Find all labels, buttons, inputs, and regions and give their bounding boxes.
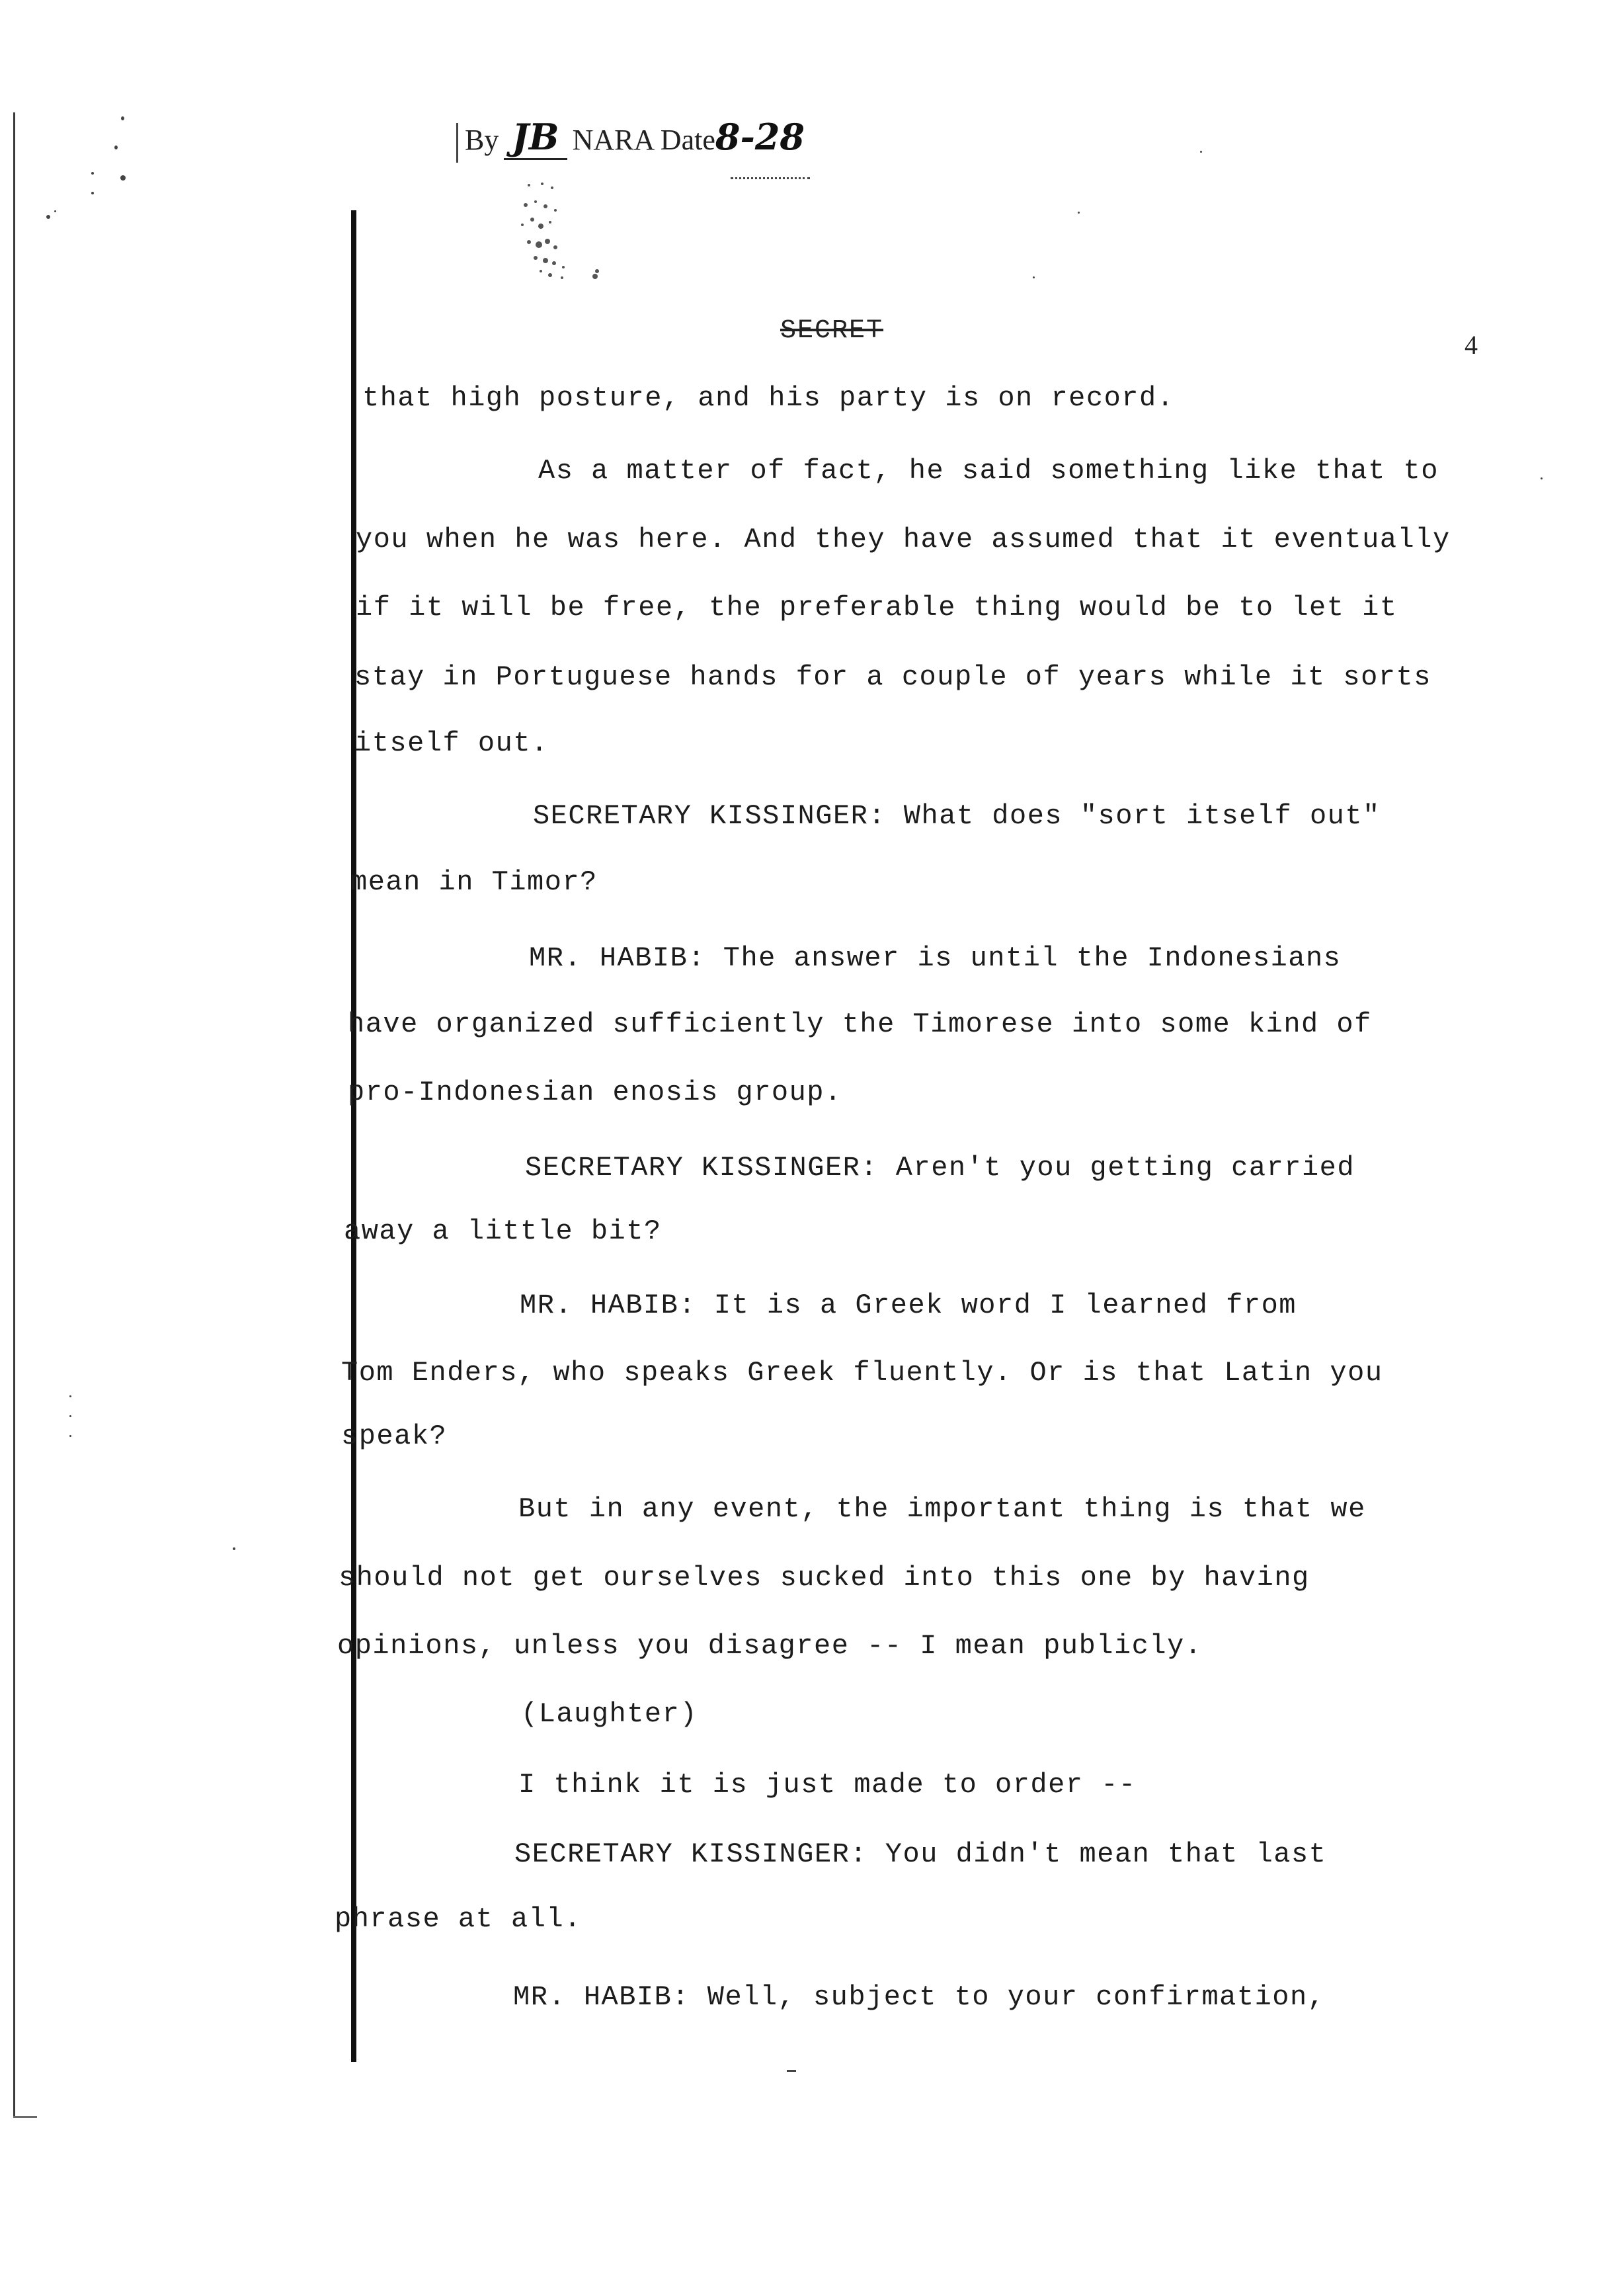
scan-speck — [1541, 477, 1543, 479]
stamp-date: 8-28 — [715, 116, 805, 158]
scan-speck — [121, 116, 124, 120]
transcript-line: (Laughter) — [521, 1698, 698, 1730]
transcript-line: SECRETARY KISSINGER: You didn't mean that last — [514, 1838, 1327, 1870]
transcript-line: opinions, unless you disagree -- I mean publicly. — [337, 1630, 1203, 1662]
scan-speck — [233, 1547, 235, 1550]
scan-speck — [91, 172, 94, 175]
scan-speck — [1200, 151, 1202, 153]
scan-speck — [1033, 276, 1035, 278]
transcript-line: itself out. — [354, 727, 549, 759]
transcript-line: MR. HABIB: Well, subject to your confirmation, — [513, 1981, 1326, 2013]
scan-speck — [787, 2070, 796, 2072]
transcript-line: stay in Portuguese hands for a couple of years while it sorts — [354, 661, 1431, 693]
transcript-line: you when he was here. And they have assumed that it eventually — [356, 524, 1451, 555]
stamp-by-label: By — [465, 124, 499, 156]
scan-edge-foot — [13, 2116, 37, 2118]
classification-marking: SECRET — [780, 316, 884, 346]
scan-speck — [46, 215, 50, 219]
scan-speck — [54, 210, 56, 212]
margin-bar — [351, 210, 356, 2062]
transcript-line: Tom Enders, who speaks Greek fluently. Or is that Latin you — [341, 1357, 1383, 1389]
transcript-line: SECRETARY KISSINGER: What does "sort itself out" — [533, 800, 1381, 832]
scan-speck — [69, 1395, 71, 1397]
transcript-line: that high posture, and his party is on record. — [362, 382, 1175, 414]
stamp-bar — [456, 123, 458, 163]
transcript-line: But in any event, the important thing is that we — [518, 1493, 1366, 1525]
transcript-line: phrase at all. — [335, 1903, 582, 1935]
transcript-line: pro-Indonesian enosis group. — [348, 1077, 842, 1108]
transcript-line: As a matter of fact, he said something like that to — [538, 455, 1439, 487]
scan-speck — [91, 192, 94, 194]
stamp-agency-label: NARA Date — [572, 124, 715, 156]
transcript-line: should not get ourselves sucked into this one by having — [339, 1562, 1310, 1594]
declassification-stamp — [456, 116, 826, 169]
transcript-line: if it will be free, the preferable thing would be to let it — [356, 592, 1398, 624]
seal-impression — [489, 179, 602, 298]
transcript-line: mean in Timor? — [350, 866, 598, 898]
scan-speck — [69, 1415, 71, 1417]
transcript-line: MR. HABIB: It is a Greek word I learned from — [520, 1290, 1297, 1321]
scan-speck — [120, 175, 126, 181]
scan-speck — [114, 145, 118, 149]
transcript-line: I think it is just made to order -- — [518, 1769, 1137, 1801]
scan-edge-line — [13, 112, 15, 2116]
transcript-line: have organized sufficiently the Timorese into some kind of — [348, 1008, 1372, 1040]
stamp-initials: JB — [504, 116, 567, 160]
transcript-line: speak? — [341, 1420, 448, 1452]
scan-speck — [1078, 212, 1080, 214]
transcript-line: away a little bit? — [344, 1215, 662, 1247]
scan-speck — [69, 1435, 71, 1437]
transcript-line: SECRETARY KISSINGER: Aren't you getting carried — [525, 1152, 1355, 1184]
stamp-dotted-line — [731, 177, 810, 179]
page-number: 4 — [1465, 330, 1478, 360]
transcript-line: MR. HABIB: The answer is until the Indonesians — [529, 942, 1342, 974]
